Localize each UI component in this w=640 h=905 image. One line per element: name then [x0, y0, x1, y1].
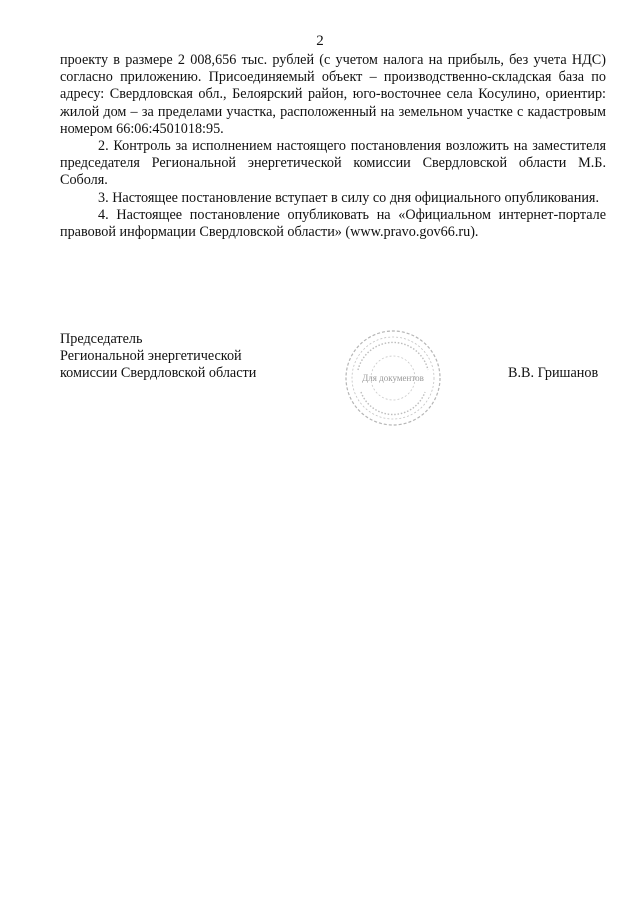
stamp-center-text: Для документов [362, 373, 424, 383]
position-line-3: комиссии Свердловской области [60, 365, 257, 382]
paragraph-3-effect: 3. Настоящее постановление вступает в силу со дня официального опубликования. [98, 189, 599, 206]
paragraph-2-control: 2. Контроль за исполнением настоящего постановления возложить на заместителя председателя Региональной энергетической комиссии Свердловской области М.Б. Соболя. [60, 138, 606, 189]
official-stamp [343, 328, 443, 428]
signatory-position [60, 331, 256, 383]
position-line-2: Региональной энергетической [60, 348, 242, 365]
paragraph-continuation: проекту в размере 2 008,656 тыс. рублей (с учетом налога на прибыль, без учета НДС) согласно приложению. Присоединяемый объект – производственно-складская база по адресу: Свердловская обл., Белоярский район, юго-восточнее села Косулино, ориентир: жилой дом – за пределами участка, расположенный на земельном участке с кадастровым номером 66:06:4501018:95. [60, 52, 606, 137]
page-number: 2 [316, 33, 324, 49]
paragraph-4-publication: 4. Настоящее постановление опубликовать на «Официальном интернет-портале правовой информации Свердловской области» (www.pravo.gov66.ru). [60, 206, 606, 241]
signatory-name: В.В. Гришанов [508, 365, 599, 381]
document-body [60, 52, 606, 241]
position-line-1: Председатель [60, 331, 143, 347]
